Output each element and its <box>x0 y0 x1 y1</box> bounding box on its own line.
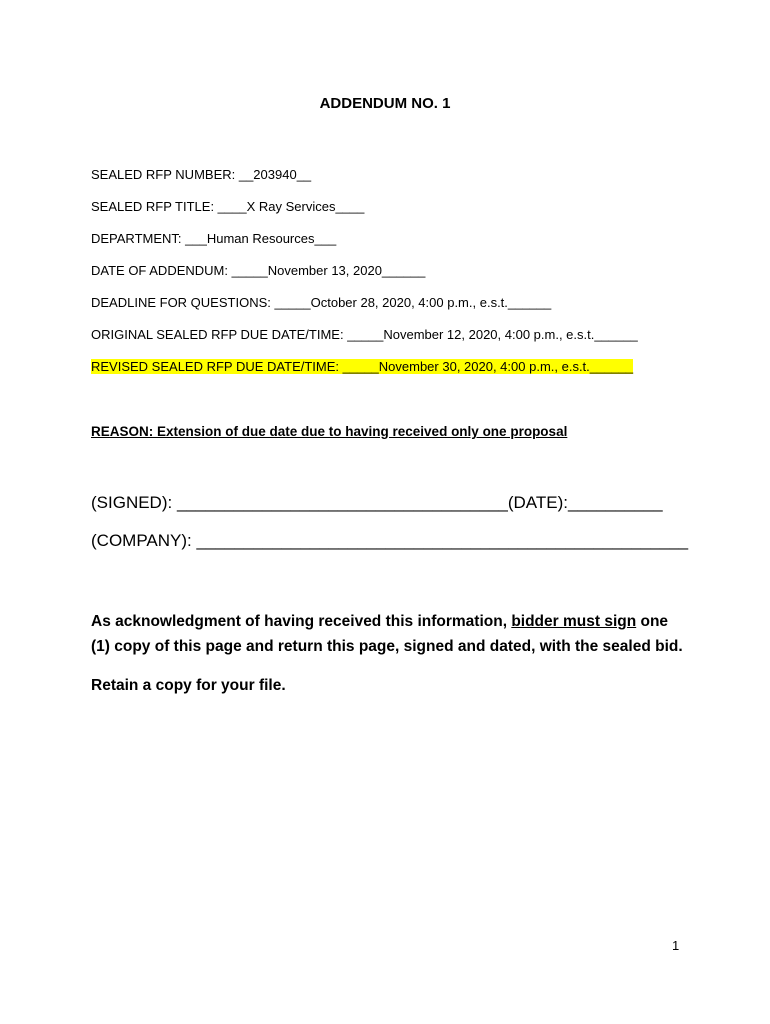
company-line: (COMPANY): ____________________________________________________ <box>91 531 689 550</box>
rfp-number-field: SEALED RFP NUMBER: __203940__ <box>91 167 312 182</box>
questions-deadline-field: DEADLINE FOR QUESTIONS: _____October 28, 2020, 4:00 p.m., e.s.t.______ <box>91 295 552 310</box>
original-due-date-field: ORIGINAL SEALED RFP DUE DATE/TIME: _____November 12, 2020, 4:00 p.m., e.s.t.______ <box>91 327 638 342</box>
ack-text-end: one <box>636 613 669 630</box>
ack-text-start: As acknowledgment of having received this information, <box>91 613 512 630</box>
addendum-date-field: DATE OF ADDENDUM: _____November 13, 2020______ <box>91 263 426 278</box>
department-field: DEPARTMENT: ___Human Resources___ <box>91 231 337 246</box>
revised-due-date-field <box>91 359 633 374</box>
rfp-title-field: SEALED RFP TITLE: ____X Ray Services____ <box>91 199 365 214</box>
reason-statement: REASON: Extension of due date due to having received only one proposal <box>91 424 568 439</box>
revised-due-date-highlight: REVISED SEALED RFP DUE DATE/TIME: _____November 30, 2020, 4:00 p.m., e.s.t.______ <box>91 359 634 374</box>
acknowledgment-line-2: (1) copy of this page and return this page, signed and dated, with the sealed bid. <box>91 638 683 655</box>
page-title: ADDENDUM NO. 1 <box>319 95 451 112</box>
acknowledgment-line-3: Retain a copy for your file. <box>91 677 286 694</box>
ack-underlined-text: bidder must sign <box>511 613 637 630</box>
page-number: 1 <box>672 938 680 953</box>
acknowledgment-line-1 <box>91 613 668 631</box>
signed-date-line: (SIGNED): ___________________________________(DATE):__________ <box>91 493 663 512</box>
